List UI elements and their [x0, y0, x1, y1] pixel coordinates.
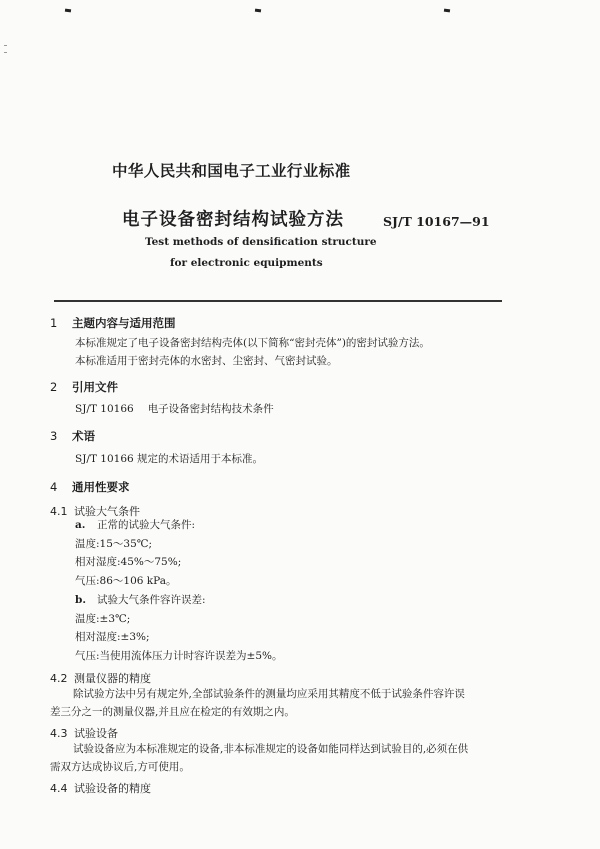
subsection-number: 4.3: [50, 727, 68, 740]
subsection-title: 测量仪器的精度: [74, 672, 151, 685]
section-number: 2: [50, 380, 58, 394]
condition-line: 温度:15～35℃;: [75, 538, 153, 550]
list-item-b: [75, 595, 206, 606]
section-heading-1: [50, 315, 176, 331]
subsection-number: 4.2: [50, 672, 68, 685]
standard-code: SJ/T 10167—91: [383, 214, 490, 229]
subsection-number: 4.4: [50, 782, 68, 795]
item-label: a.: [75, 519, 86, 531]
section-number: 1: [50, 316, 58, 330]
list-item-a: [75, 520, 195, 531]
issuing-organization: 中华人民共和国电子工业行业标准: [112, 162, 351, 180]
item-label: b.: [75, 594, 86, 606]
tolerance-line: 相对湿度:±3%;: [75, 631, 150, 643]
condition-line: 气压:86～106 kPa。: [75, 575, 177, 587]
subsection-heading-4-3: [50, 725, 118, 741]
header-divider: [54, 300, 502, 302]
english-title-line-1: Test methods of densification structure: [145, 236, 377, 248]
paragraph-line: 需双方达成协议后,方可使用。: [50, 761, 190, 773]
item-title: 正常的试验大气条件:: [97, 519, 196, 531]
reference-entry: [75, 404, 274, 415]
document-title: 电子设备密封结构试验方法: [122, 210, 344, 230]
punch-mark: [65, 9, 71, 13]
tolerance-line: 温度:±3℃;: [75, 613, 131, 625]
subsection-heading-4-2: [50, 670, 151, 686]
section-heading-2: [50, 379, 118, 395]
paragraph: SJ/T 10166 规定的术语适用于本标准。: [75, 453, 264, 465]
paragraph-line: 差三分之一的测量仪器,并且应在检定的有效期之内。: [50, 706, 295, 718]
paragraph: 本标准规定了电子设备密封结构壳体(以下简称“密封壳体”)的密封试验方法。: [75, 337, 430, 349]
subsection-heading-4-1: [50, 503, 140, 519]
tolerance-line: 气压:当使用流体压力计时容许误差为±5%。: [75, 650, 283, 662]
paragraph-line: 试验设备应为本标准规定的设备,非本标准规定的设备如能同样达到试验目的,必须在供: [73, 743, 469, 755]
condition-line: 相对湿度:45%～75%;: [75, 556, 182, 568]
section-title: 通用性要求: [72, 480, 130, 494]
subsection-title: 试验大气条件: [74, 505, 140, 518]
subsection-title: 试验设备的精度: [74, 782, 151, 795]
section-title: 主题内容与适用范围: [72, 316, 176, 330]
item-title: 试验大气条件容许误差:: [97, 594, 206, 606]
section-number: 4: [50, 480, 58, 494]
punch-mark: [255, 9, 261, 13]
section-number: 3: [50, 429, 58, 443]
reference-title: 电子设备密封结构技术条件: [147, 403, 274, 415]
english-title-line-2: for electronic equipments: [170, 257, 323, 269]
section-title: 术语: [72, 429, 95, 443]
scan-speck: [4, 52, 7, 53]
reference-code: SJ/T 10166: [75, 403, 134, 415]
paragraph-line: 除试验方法中另有规定外,全部试验条件的测量均应采用其精度不低于试验条件容许误: [73, 688, 465, 700]
punch-mark: [444, 9, 450, 13]
subsection-number: 4.1: [50, 505, 68, 518]
scan-speck: [4, 45, 7, 46]
paragraph: 本标准适用于密封壳体的水密封、尘密封、气密封试验。: [75, 355, 338, 367]
subsection-title: 试验设备: [74, 727, 118, 740]
subsection-heading-4-4: [50, 780, 151, 796]
section-heading-3: [50, 428, 95, 444]
section-heading-4: [50, 479, 130, 495]
section-title: 引用文件: [72, 380, 118, 394]
